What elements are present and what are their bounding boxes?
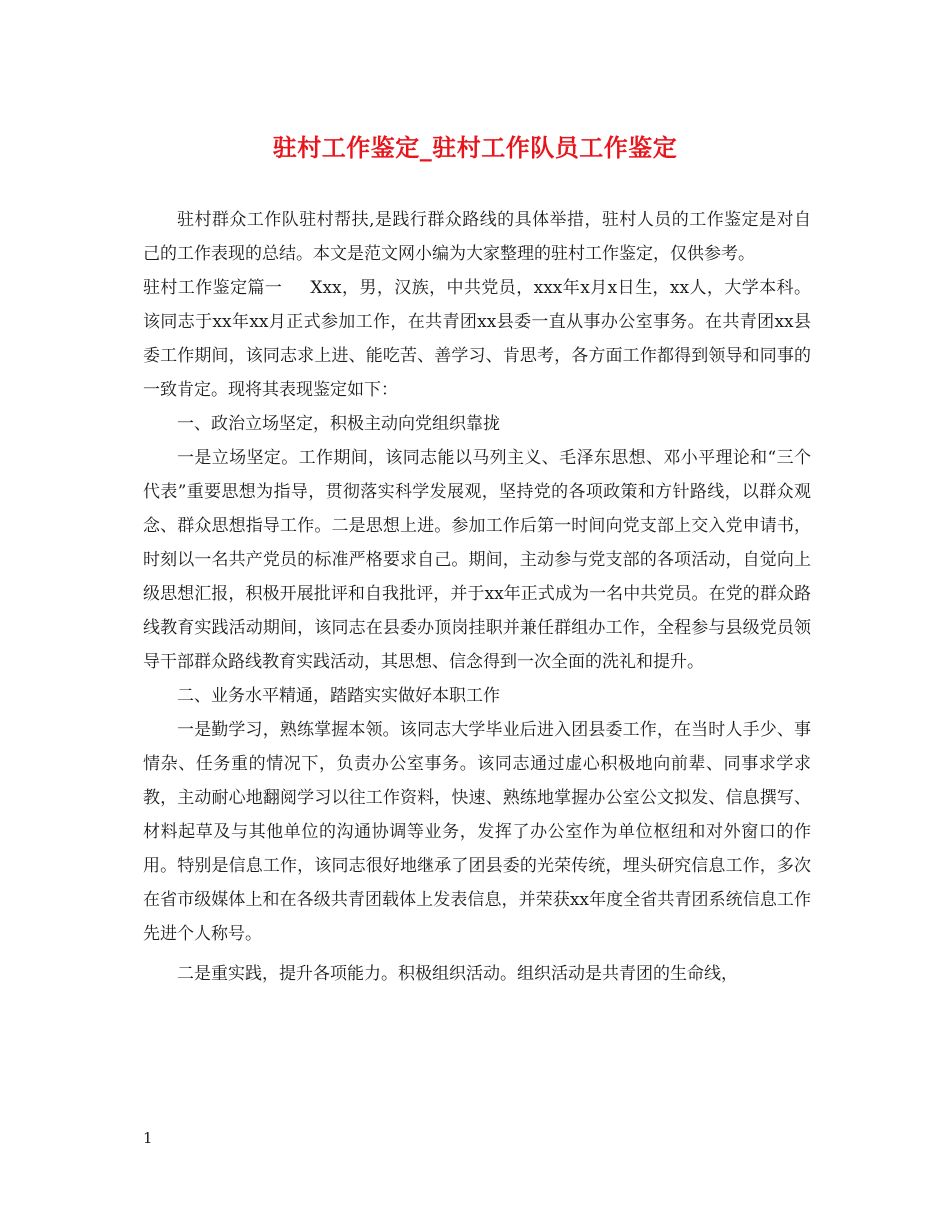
intro-paragraph: 驻村群众工作队驻村帮扶,是践行群众路线的具体举措，驻村人员的工作鉴定是对自己的工作表现的总结。本文是范文网小编为大家整理的驻村工作鉴定，仅供参考。 [143, 210, 811, 264]
heading-political: 一、政治立场坚定，积极主动向党组织靠拢 [177, 414, 500, 434]
page-number: 1 [143, 1129, 153, 1147]
page-title: 驻村工作鉴定_驻村工作队员工作鉴定 [272, 133, 678, 162]
section-paragraph-1 [143, 271, 811, 407]
document-body [143, 203, 811, 991]
section-label: 驻村工作鉴定篇一 [143, 278, 283, 298]
paragraph-political: 一是立场坚定。工作期间，该同志能以马列主义、毛泽东思想、邓小平理论和“三个代表”重要思想为指导，贯彻落实科学发展观，坚持党的各项政策和方针路线，以群众观念、群众思想指导工作。二是思想上进。参加工作后第一时间向党支部上交入党申请书，时刻以一名共产党员的标准严格要求自己。期间，主动参与党支部的各项活动，自觉向上级思想汇报，积极开展批评和自我批评，并于xx年正式成为一名中共党员。在党的群众路线教育实践活动期间，该同志在县委办顶岗挂职并兼任群组办工作，全程参与县级党员领导干部群众路线教育实践活动，其思想、信念得到一次全面的洗礼和提升。 [143, 448, 811, 672]
heading-business: 二、业务水平精通，踏踏实实做好本职工作 [177, 686, 500, 706]
paragraph-practice: 二是重实践，提升各项能力。积极组织活动。组织活动是共青团的生命线， [177, 964, 738, 984]
section-text: Xxx，男，汉族，中共党员，xxx年x月x日生，xx人，大学本科。该同志于xx年xx月正式参加工作，在共青团xx县委一直从事办公室事务。在共青团xx县委工作期间，该同志求上进、能吃苦、善学习、肯思考，各方面工作都得到领导和同事的一致肯定。现将其表现鉴定如下： [143, 278, 812, 400]
paragraph-business: 一是勤学习，熟练掌握本领。该同志大学毕业后进入团县委工作，在当时人手少、事情杂、任务重的情况下，负责办公室事务。该同志通过虚心积极地向前辈、同事求学求教，主动耐心地翻阅学习以往工作资料，快速、熟练地掌握办公室公文拟发、信息撰写、材料起草及与其他单位的沟通协调等业务，发挥了办公室作为单位枢纽和对外窗口的作用。特别是信息工作，该同志很好地继承了团县委的光荣传统，埋头研究信息工作，多次在省市级媒体上和在各级共青团载体上发表信息，并荣获xx年度全省共青团系统信息工作先进个人称号。 [143, 720, 811, 944]
